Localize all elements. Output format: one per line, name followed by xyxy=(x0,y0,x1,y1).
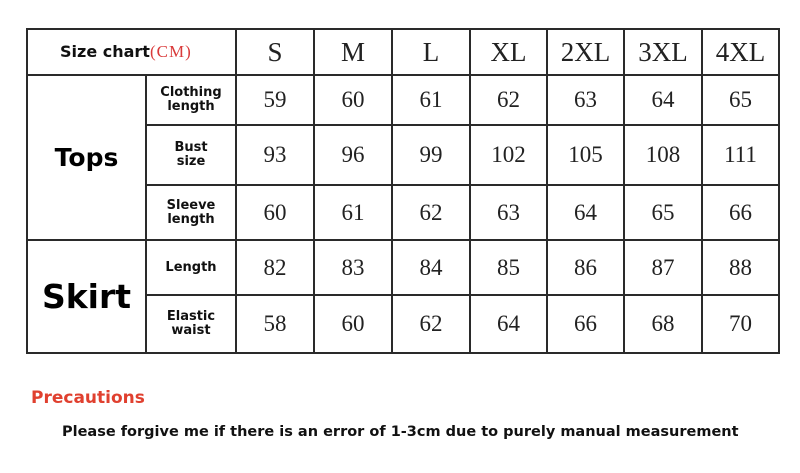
table-row xyxy=(27,240,779,295)
row-label-line: Elastic xyxy=(166,309,216,324)
value-cell: 64 xyxy=(547,185,624,240)
value-cell: 108 xyxy=(624,125,702,185)
header-row xyxy=(27,29,779,75)
value-cell: 83 xyxy=(314,240,392,295)
precautions-note: Please forgive me if there is an error of 1-3cm due to purely manual measurement xyxy=(62,424,739,440)
group-label-skirt: Skirt xyxy=(27,240,146,353)
value-cell: 63 xyxy=(547,75,624,125)
value-cell: 64 xyxy=(624,75,702,125)
size-header-l: L xyxy=(392,29,470,75)
value-cell: 64 xyxy=(470,295,547,353)
value-cell: 93 xyxy=(236,125,314,185)
size-chart-table xyxy=(26,28,780,354)
value-cell: 96 xyxy=(314,125,392,185)
table-row xyxy=(27,75,779,125)
row-label-line: length xyxy=(167,99,215,114)
value-cell: 99 xyxy=(392,125,470,185)
value-cell: 105 xyxy=(547,125,624,185)
row-label-clothing-length xyxy=(146,75,236,125)
row-label-line: Sleeve xyxy=(166,197,216,213)
row-label-line: Length xyxy=(165,259,217,275)
value-cell: 58 xyxy=(236,295,314,353)
value-cell: 82 xyxy=(236,240,314,295)
unit-label: (CM) xyxy=(149,42,192,61)
value-cell: 61 xyxy=(314,185,392,240)
value-cell: 111 xyxy=(702,125,779,185)
size-header-4xl: 4XL xyxy=(702,29,779,75)
value-cell: 60 xyxy=(236,185,314,240)
table-title-cell xyxy=(27,29,236,75)
size-header-3xl: 3XL xyxy=(624,29,702,75)
row-label-line: size xyxy=(176,154,206,169)
value-cell: 62 xyxy=(392,295,470,353)
row-label-line: Bust xyxy=(174,140,208,155)
value-cell: 65 xyxy=(702,75,779,125)
row-label-line: waist xyxy=(171,323,211,338)
size-header-m: M xyxy=(314,29,392,75)
value-cell: 87 xyxy=(624,240,702,295)
value-cell: 86 xyxy=(547,240,624,295)
group-label-tops: Tops xyxy=(27,75,146,240)
value-cell: 70 xyxy=(702,295,779,353)
value-cell: 66 xyxy=(547,295,624,353)
value-cell: 61 xyxy=(392,75,470,125)
value-cell: 88 xyxy=(702,240,779,295)
row-label-length xyxy=(146,240,236,295)
row-label-elastic-waist xyxy=(146,295,236,353)
size-header-xl: XL xyxy=(470,29,547,75)
row-label-bust-size xyxy=(146,125,236,185)
value-cell: 65 xyxy=(624,185,702,240)
row-label-line: Clothing xyxy=(160,85,222,100)
value-cell: 84 xyxy=(392,240,470,295)
value-cell: 59 xyxy=(236,75,314,125)
size-header-s: S xyxy=(236,29,314,75)
value-cell: 102 xyxy=(470,125,547,185)
value-cell: 66 xyxy=(702,185,779,240)
row-label-line: length xyxy=(167,211,215,227)
value-cell: 63 xyxy=(470,185,547,240)
value-cell: 68 xyxy=(624,295,702,353)
value-cell: 60 xyxy=(314,295,392,353)
value-cell: 60 xyxy=(314,75,392,125)
size-chart-title: Size chart xyxy=(60,42,150,61)
precautions-heading: Precautions xyxy=(31,388,145,408)
value-cell: 62 xyxy=(470,75,547,125)
value-cell: 85 xyxy=(470,240,547,295)
row-label-sleeve-length xyxy=(146,185,236,240)
value-cell: 62 xyxy=(392,185,470,240)
size-header-2xl: 2XL xyxy=(547,29,624,75)
